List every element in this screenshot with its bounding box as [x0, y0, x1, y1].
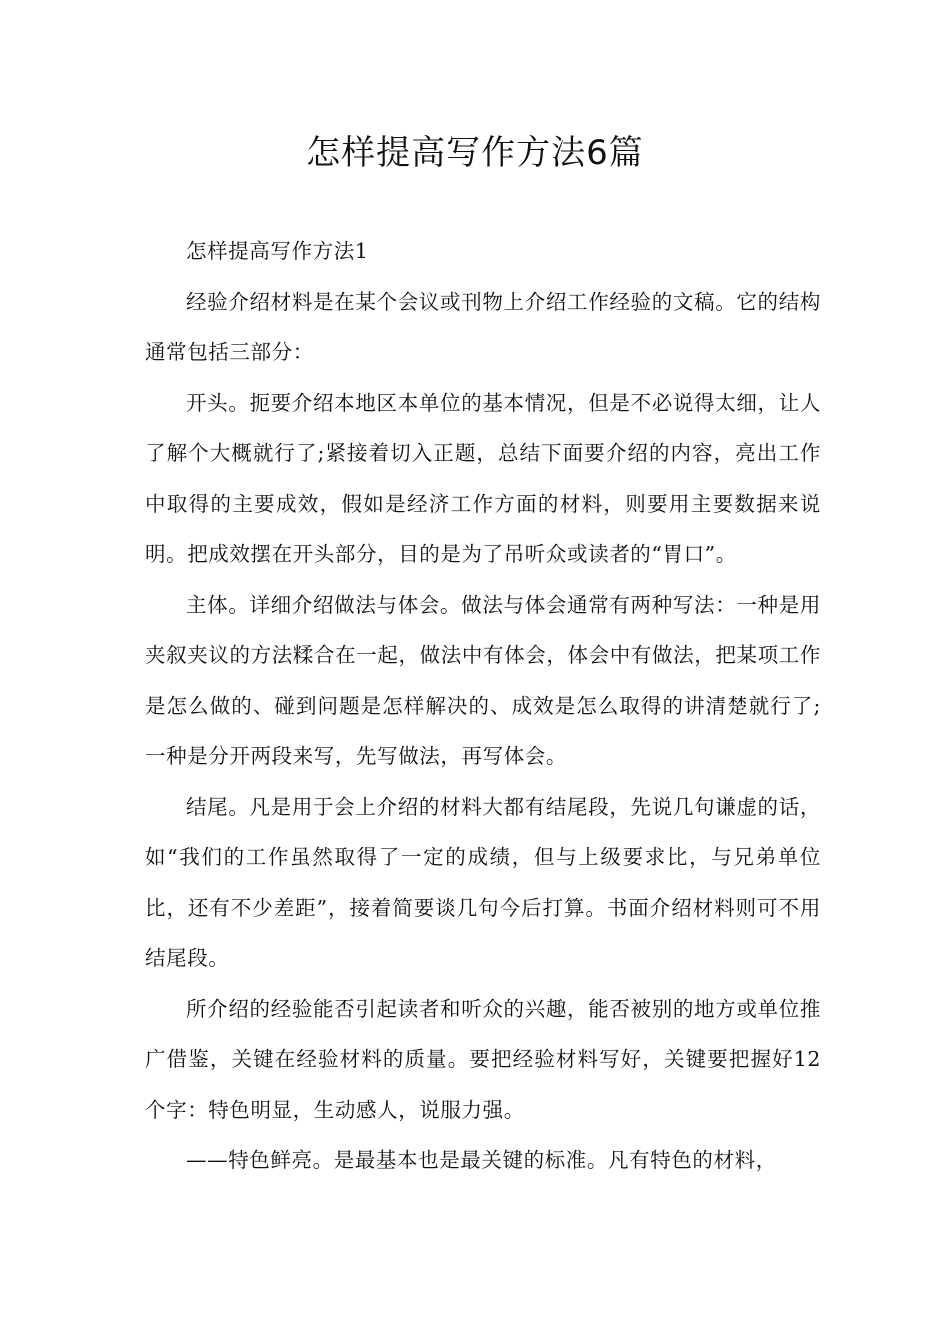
paragraph: 所介绍的经验能否引起读者和听众的兴趣，能否被别的地方或单位推广借鉴，关键在经验材料的质量。要把经验材料写好，关键要把握好12个字：特色明显，生动感人，说服力强。 [145, 996, 821, 1122]
paragraph: ——特色鲜亮。是最基本也是最关键的标准。凡有特色的材料， [186, 1148, 777, 1172]
document-body [145, 226, 821, 1186]
paragraph: 经验介绍材料是在某个会议或刊物上介绍工作经验的文稿。它的结构通常包括三部分： [145, 289, 821, 364]
paragraph: 开头。扼要介绍本地区本单位的基本情况，但是不必说得太细，让人了解个大概就行了;紧接着切入正题，总结下面要介绍的内容，亮出工作中取得的主要成效，假如是经济工作方面的材料，则要用主要数据来说明。把成效摆在开头部分，目的是为了吊听众或读者的“胃口”。 [145, 390, 821, 566]
paragraph: 结尾。凡是用于会上介绍的材料大都有结尾段，先说几句谦虚的话，如“我们的工作虽然取得了一定的成绩，但与上级要求比，与兄弟单位比，还有不少差距”，接着简要谈几句今后打算。书面介绍材料则可不用结尾段。 [145, 794, 821, 970]
paragraph: 主体。详细介绍做法与体会。做法与体会通常有两种写法：一种是用夹叙夹议的方法糅合在一起，做法中有体会，体会中有做法，把某项工作是怎么做的、碰到问题是怎样解决的、成效是怎么取得的讲清楚就行了;一种是分开两段来写，先写做法，再写体会。 [145, 592, 821, 768]
paragraph-heading: 怎样提高写作方法1 [186, 239, 369, 263]
document-title: 怎样提高写作方法6篇 [306, 133, 644, 173]
